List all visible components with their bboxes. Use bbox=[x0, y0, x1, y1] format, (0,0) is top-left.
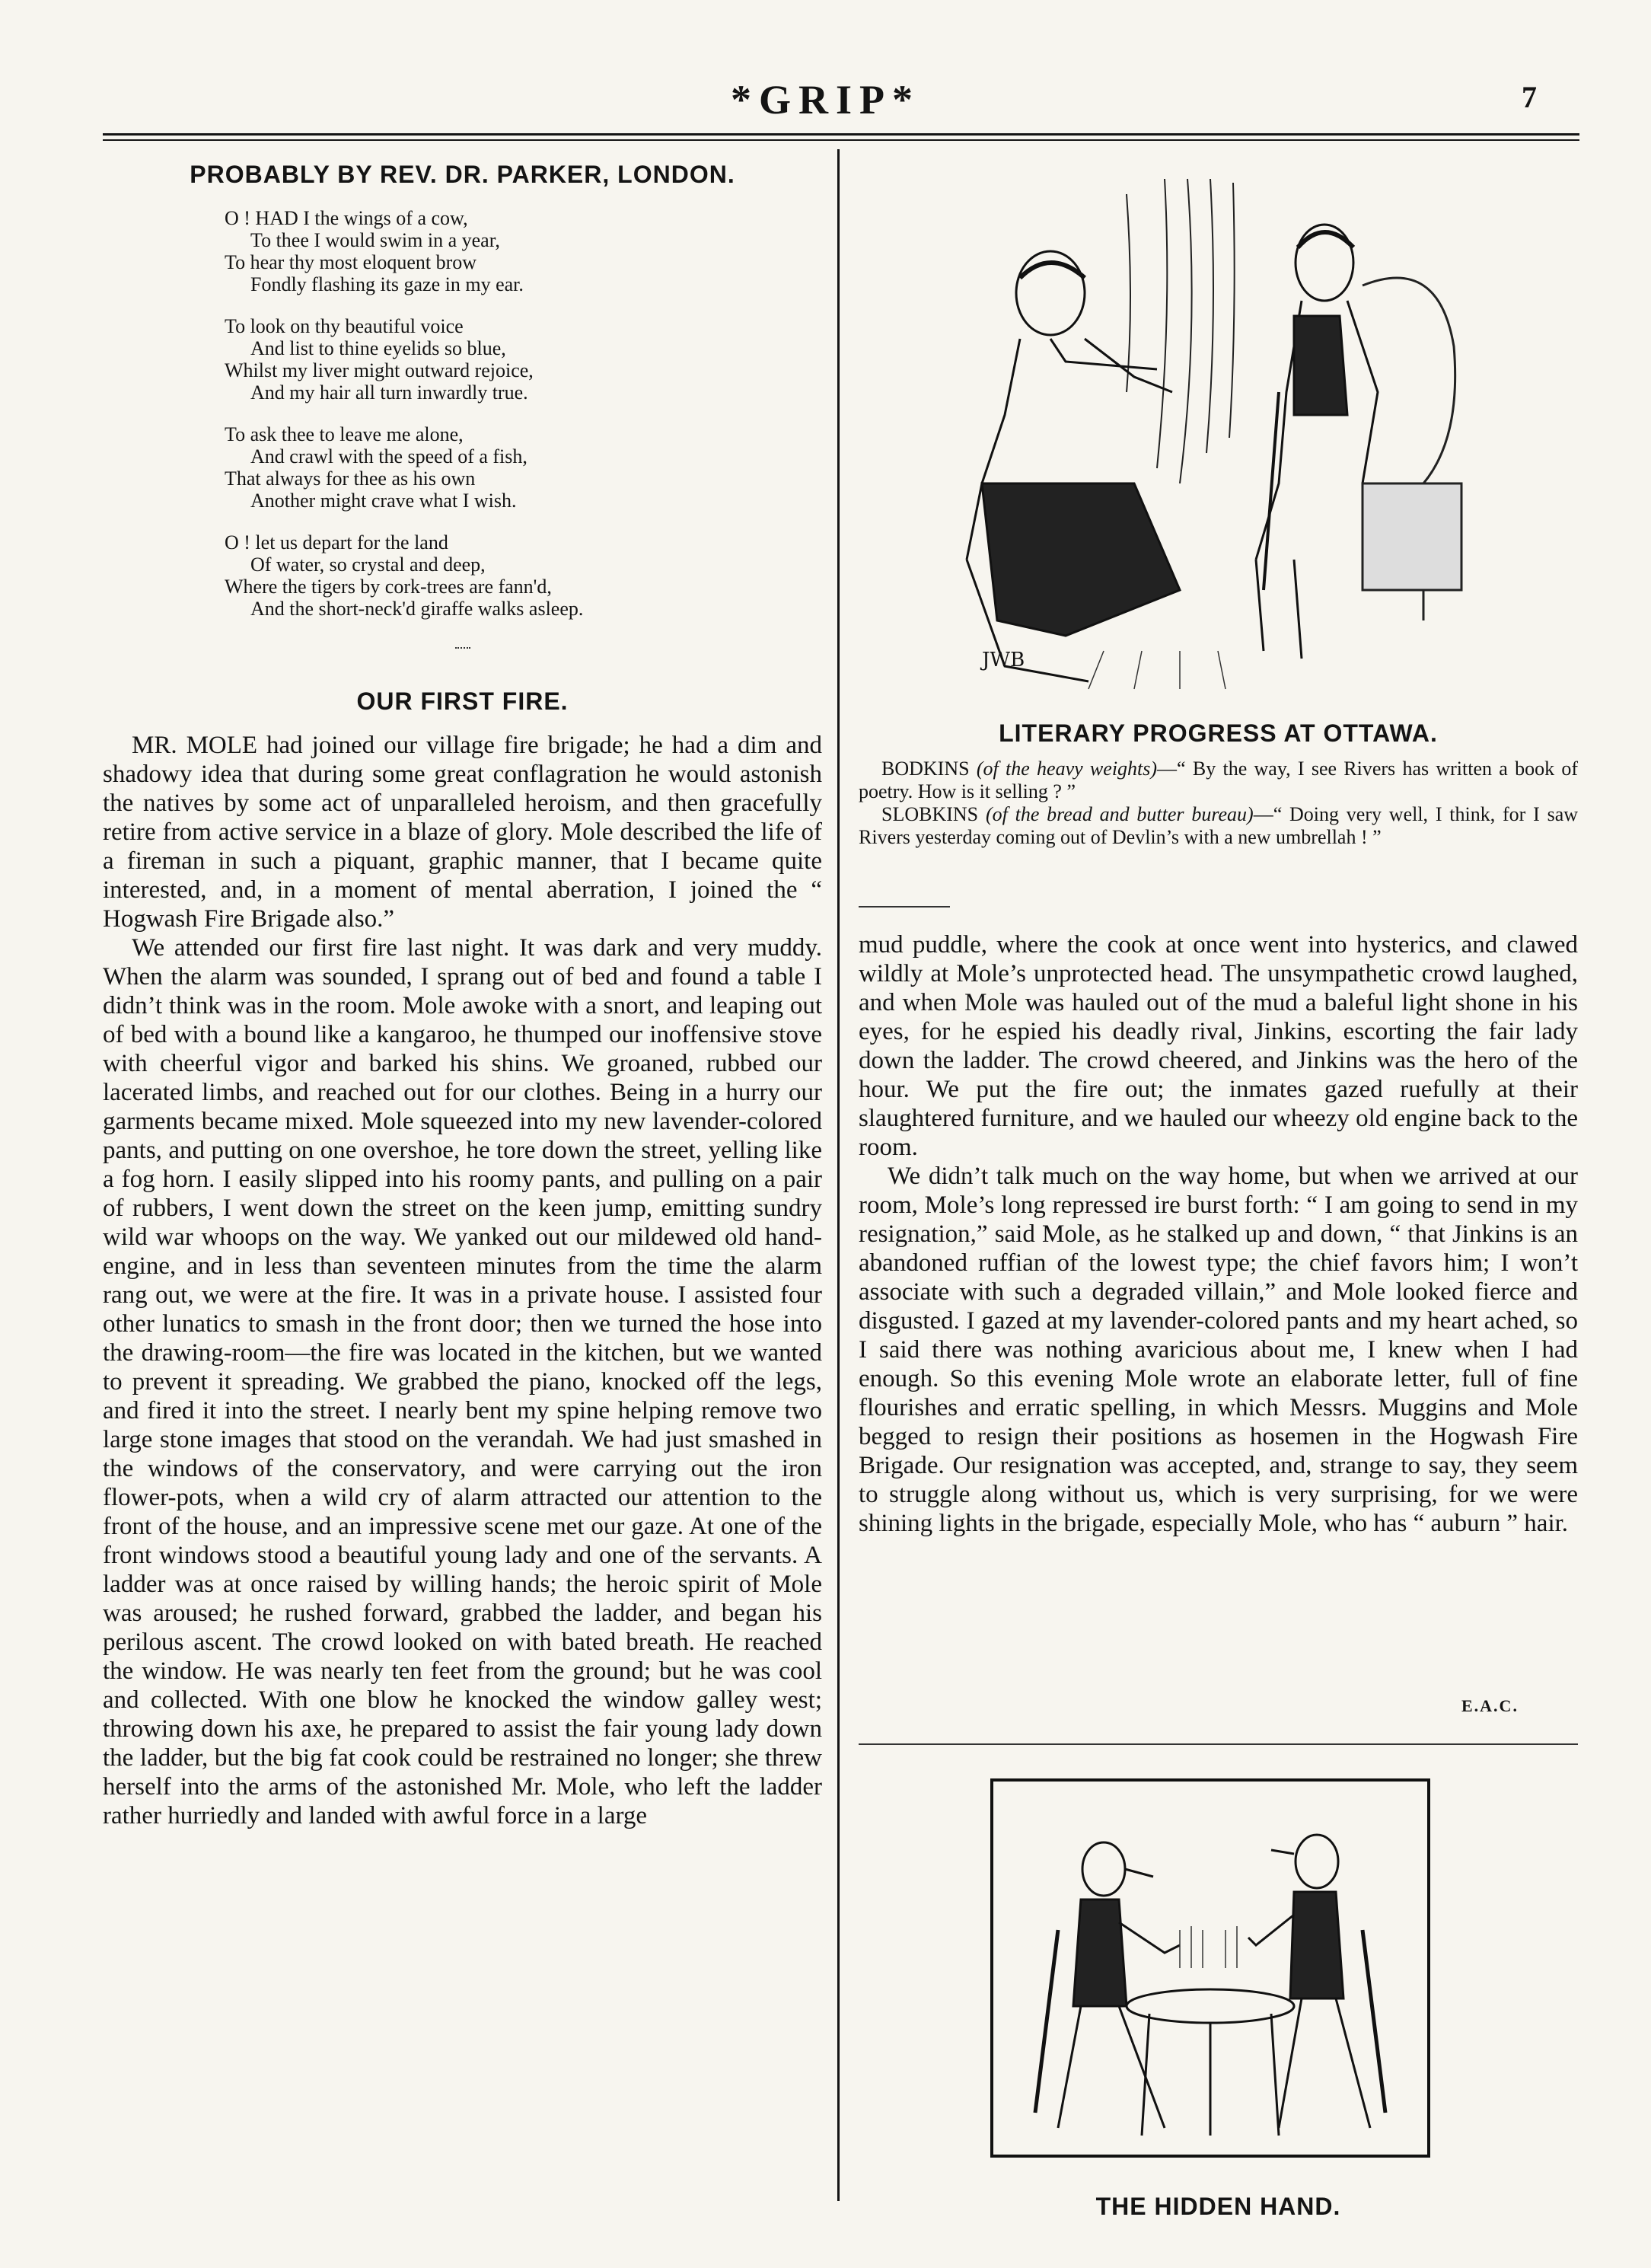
story-title: OUR FIRST FIRE. bbox=[356, 687, 569, 715]
poem-line: And the short-neck'd giraffe walks asleep. bbox=[250, 598, 584, 620]
story-paragraph: We attended our first fire last night. It was dark and very muddy. When the alarm was sounded, I sprang out of bed and found a table I didn’t think was in the room. Mole awoke with a snort, and leaping out of bed with a bound like a kangaroo, he thumped our inoffensive stove with cheerful vigor and barked his shins. We groaned, rubbed our lacerated limbs, and reached out for our clothes. Being in a hurry our garments became mixed. Mole squeezed into my new lavender-colored pants, and putting on one overshoe, he tore down the street, yelling like a fog horn. I easily slipped into his roomy pants, and pulling on a pair of rubbers, I went down the street on the keen jump, emitting sundry wild war whoops on the way. We yanked out our mildewed old hand-engine, and in less than seventeen minutes from the time the alarm rang out, we were at the fire. It was in a private house. I assisted four other lunatics to smash in the front door; then we turned the hose into the drawing-room—the fire was located in the kitchen, but we wanted to prevent it spreading. We grabbed the piano, knocked off the legs, and fired it into the street. I nearly bent my spine helping remove two large stone images that stood on the verandah. We had just smashed in the windows of the conservatory, and were carrying out the iron flower-pots, when a wild cry of alarm attracted our attention to the front of the house, and an impressive scene met our gaze. At one of the front windows stood a beautiful young lady and one of the servants. A ladder was at once raised by willing hands; the heroic spirit of Mole was aroused; he rushed forward, grabbed the ladder, and began his perilous ascent. The crowd looked on with bated breath. He reached the window. He was nearly ten feet from the ground; but he was cool and collected. With one blow he knocked the window galley west; throwing down his axe, he prepared to assist the fair young lady down the ladder, but the big fat cook could be restrained no longer; she threw herself into the arms of the astonished Mr. Mole, who left the ladder rather hurriedly and landed with awful force in a large bbox=[103, 934, 822, 1829]
poem bbox=[225, 207, 822, 620]
cartoon2-caption-title: THE HIDDEN HAND. bbox=[1095, 2193, 1341, 2220]
poem-line: Where the tigers by cork-trees are fann'd, bbox=[225, 576, 552, 598]
poem-line: That always for thee as his own bbox=[225, 467, 476, 490]
masthead-title: *GRIP* bbox=[731, 77, 920, 123]
poem-line: And my hair all turn inwardly true. bbox=[250, 381, 528, 404]
poem-line: Whilst my liver might outward rejoice, bbox=[225, 359, 534, 381]
artist-mark: JWB bbox=[982, 649, 1025, 671]
author-signature: E.A.C. bbox=[1461, 1696, 1519, 1715]
cartoon-hidden-hand bbox=[990, 1778, 1431, 2158]
poem-line: Another might crave what I wish. bbox=[250, 490, 517, 512]
poem-line: And list to thine eyelids so blue, bbox=[250, 337, 506, 359]
right-column bbox=[859, 930, 1578, 1538]
poem-line: Of water, so crystal and deep, bbox=[250, 553, 486, 576]
dialogue-line: —“ Doing very well, I think, for I saw Rivers yesterday coming out of Devlin’s with a new umbrellah ! ” bbox=[859, 803, 1579, 848]
section-separator bbox=[455, 647, 470, 649]
cartoon-literary-progress bbox=[936, 164, 1469, 697]
cartoon1-dialogue bbox=[859, 758, 1578, 849]
poem-stanza bbox=[225, 531, 822, 620]
poem-stanza bbox=[225, 207, 822, 295]
speaker-note: (of the heavy weights) bbox=[976, 758, 1158, 780]
poem-line: O ! let us depart for the land bbox=[225, 531, 448, 553]
story-paragraph: mud puddle, where the cook at once went into hysterics, and clawed wildly at Mole’s unprotected head. The unsympathetic crowd laughed, and when Mole was hauled out of the mud a baleful light shone in his eyes, for he espied his deadly rival, Jinkins, escorting the fair lady down the ladder. The crowd cheered, and Jinkins was the hero of the hour. We put the fire out; the inmates gazed ruefully at their slaughtered furniture, and we hauled our wheezy old engine back to the room. bbox=[859, 931, 1578, 1161]
poem-stanza bbox=[225, 315, 822, 404]
speaker-name: BODKINS bbox=[881, 758, 970, 780]
poem-line: Fondly flashing its gaze in my ear. bbox=[250, 273, 524, 295]
column-divider bbox=[837, 149, 840, 2201]
masthead bbox=[0, 0, 1651, 145]
dialogue-line: —“ By the way, I see Rivers has written a book of poetry. How is it selling ? ” bbox=[859, 758, 1579, 802]
speaker-note: (of the bread and butter bureau) bbox=[985, 803, 1254, 825]
page-number: 7 bbox=[1522, 80, 1537, 114]
story-paragraph: We didn’t talk much on the way home, but when we arrived at our room, Mole’s long repressed ire burst forth: “ I am going to send in my resignation,” said Mole, as he stalked up and down, “ that Jinkins is an abandoned ruffian of the lowest type; the chief favors him; I won’t associate with such a degraded villain,” and Mole looked fierce and disgusted. I gazed at my lavender-colored pants and my heart ached, so I said there was nothing avaricious about me, I knew when I had enough. So this evening Mole wrote an elaborate letter, full of fine flourishes and erratic spelling, in which Messrs. Muggins and Mole begged to resign their positions as hosemen in the Hogwash Fire Brigade. Our resignation was accepted, and, strange to say, they seem to struggle along without us, which is very surprising, for we were shining lights in the brigade, especially Mole, who has “ auburn ” hair. bbox=[859, 1163, 1578, 1537]
separator-rule bbox=[859, 1743, 1578, 1745]
poem-line: To hear thy most eloquent brow bbox=[225, 251, 477, 273]
poem-line: O ! HAD I the wings of a cow, bbox=[225, 207, 468, 229]
poem-line: And crawl with the speed of a fish, bbox=[250, 445, 527, 467]
speaker-name: SLOBKINS bbox=[881, 803, 979, 825]
poem-line: To thee I would swim in a year, bbox=[250, 229, 500, 251]
cartoon1-caption-title: LITERARY PROGRESS AT OTTAWA. bbox=[999, 719, 1438, 747]
story-paragraph: MR. MOLE had joined our village fire brigade; he had a dim and shadowy idea that during some great conflagration he would astonish the natives by some act of unparalleled heroism, and then gracefully retire from active service in a blaze of glory. Mole described the life of a fireman in such a piquant, graphic manner, that I became quite interested, and, in a moment of mental aberration, I joined the “ Hogwash Fire Brigade also.” bbox=[103, 732, 822, 933]
header-rule bbox=[103, 133, 1579, 136]
short-rule bbox=[859, 906, 950, 908]
header-rule-thin bbox=[103, 139, 1579, 141]
poem-stanza bbox=[225, 423, 822, 512]
poem-title: PROBABLY BY REV. DR. PARKER, LONDON. bbox=[190, 161, 735, 188]
poem-line: To look on thy beautiful voice bbox=[225, 315, 464, 337]
left-column bbox=[103, 160, 822, 1830]
poem-line: To ask thee to leave me alone, bbox=[225, 423, 464, 445]
